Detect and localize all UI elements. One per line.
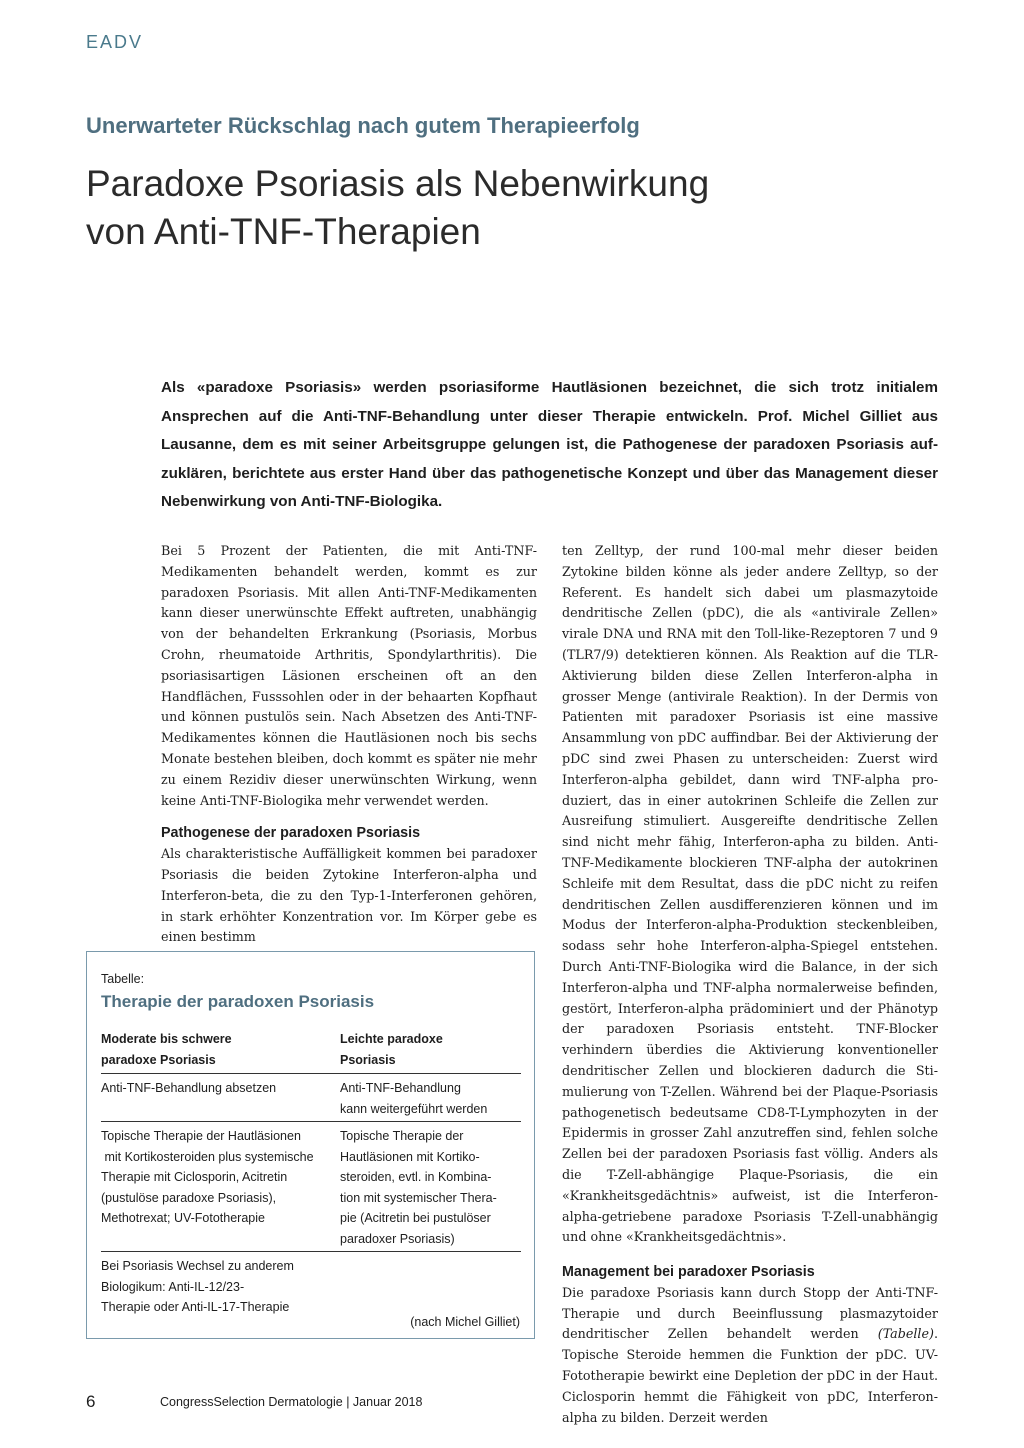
cell-line: Topische Therapie der	[340, 1129, 464, 1143]
table-cell-moderate	[101, 1126, 340, 1249]
cell-line: Biologikum: Anti-IL-12/23-	[101, 1279, 245, 1294]
cell-line: Topische Therapie der Hautläsionen	[101, 1129, 301, 1143]
cell-line: steroiden, evtl. in Kombina-	[340, 1170, 492, 1184]
cell-line: Hautläsionen mit Kortiko-	[340, 1149, 480, 1164]
management-heading: Management bei paradoxer Psoriasis	[562, 1264, 815, 1281]
header-text: Psoriasis	[340, 1052, 396, 1067]
table-header-mild	[340, 1029, 521, 1070]
right-text-column	[562, 541, 938, 1428]
pathogenese-heading: Pathogenese der paradoxen Psoriasis	[161, 825, 421, 842]
title-line-2: von Anti-TNF-Therapien	[86, 211, 481, 252]
table-header-moderate	[101, 1029, 340, 1070]
left-text-column	[161, 541, 537, 948]
table-cell-moderate	[101, 1256, 340, 1318]
cell-line: Therapie oder Anti-IL-17-Therapie	[101, 1300, 290, 1314]
table-cell-mild	[340, 1256, 521, 1318]
header-text: Leichte paradoxe	[340, 1032, 443, 1046]
therapy-table-box	[86, 951, 535, 1339]
article-kicker: Unerwarteter Rückschlag nach gutem Therapieerfolg	[86, 113, 640, 138]
table-label: Tabelle:	[101, 972, 145, 986]
table-cell-moderate	[101, 1078, 340, 1119]
table-row	[101, 1074, 521, 1122]
management-paragraph	[562, 1283, 938, 1429]
cell-line: kann weitergeführt werden	[340, 1101, 488, 1116]
intro-paragraph: Bei 5 Prozent der Patienten, die mit Anti-TNF-Medikamenten behandelt werden, kommt es zur paradoxen Psoriasis. Mit allen Anti-TNF-Medikamenten kann dieser unerwünschte Effekt auftreten, unabhängig von der behandelten Erkrankung (Psoriasis, Morbus Crohn, rheumatoide Arthritis, Spondylarthritis). Die psoriasisartigen Läsionen erscheinen oft an den Handflächen, Fusssohlen oder in der behaarten Kopfhaut und können pustulös sein. Nach Absetzen des Anti-TNF-Medikamentes können die Hautläsionen noch bis sechs Monate bestehen bleiben, doch kommt es später nie mehr zu einem Rezidiv dieser unerwünschten Wirkung, wenn keine Anti-TNF-Biologika mehr verwendet werden.	[161, 543, 537, 808]
cell-line: mit Kortikosteroiden plus systemische	[101, 1149, 314, 1164]
therapy-table	[101, 1029, 521, 1318]
table-row	[101, 1122, 521, 1252]
table-reference: (Tabelle)	[877, 1326, 934, 1342]
management-text-start: Die paradoxe Psoriasis kann durch Stopp der Anti-TNF-Therapie und durch Beeinflussung plasmazytoider dendritischer Zellen behandelt werden	[562, 1284, 938, 1342]
header-text: paradoxe Psoriasis	[101, 1052, 216, 1067]
cell-line: Anti-TNF-Behandlung absetzen	[101, 1081, 277, 1095]
cell-line: (pustulöse paradoxe Psoriasis),	[101, 1190, 277, 1205]
management-text-end: . Topische Steroide hemmen die Funktion der pDC. UV-Fototherapie bewirkt eine Depletion der pDC in der Haut. Ciclosporin hemmt die Fähigkeit von pDC, Interferon-alpha zu bilden. Derzeit werden	[562, 1326, 938, 1425]
lead-paragraph: Als «paradoxe Psoriasis» werden psoriasiforme Hautläsionen bezeichnet, die sich trotz initialem Ansprechen auf die Anti-TNF-Behandlung unter dieser Therapie entwickeln. Prof. Michel Gilliet aus Lausanne, dem es mit seiner Arbeitsgruppe gelungen ist, die Pathogenese der paradoxen Psoriasis aufzuklären, berichtete aus erster Hand über das pathogenetische Konzept und über das Management dieser Nebenwirkung von Anti-TNF-Biologika.	[161, 379, 938, 511]
table-row	[101, 1252, 521, 1318]
title-line-1: Paradoxe Psoriasis als Nebenwirkung	[86, 163, 710, 204]
cell-line: Therapie mit Ciclosporin, Acitretin	[101, 1170, 288, 1184]
cell-line: Methotrexat; UV-Fototherapie	[101, 1211, 265, 1225]
page-number: 6	[86, 1392, 96, 1411]
table-cell-mild	[340, 1126, 521, 1249]
cell-line: Bei Psoriasis Wechsel zu anderem	[101, 1259, 294, 1273]
section-label: EADV	[86, 32, 144, 52]
table-title: Therapie der paradoxen Psoriasis	[101, 992, 375, 1011]
cell-line: pie (Acitretin bei pustulöser	[340, 1211, 491, 1225]
continued-paragraph: ten Zelltyp, der rund 100-mal mehr dieser beiden Zytokine bilden könne als jeder andere Zelltyp, so der Referent. Es handelt sich dabei um plasmazytoide dendritische Zellen (pDC), die als «antivirale Zellen» virale DNA und RNA mit den Toll-like-Rezeptoren 7 und 9 (TLR7/9) detektieren können. Als Reaktion auf die TLR-Aktivierung bilden diese Zellen Interferon-alpha in grosser Menge (antivirale Reaktion). In der Dermis von Patienten mit paradoxer Psoriasis ist eine massive Ansammlung von pDC auffindbar. Bei der Aktivierung der pDC sind zwei Phasen zu unterscheiden: Zuerst wird Interferon-alpha gebildet, dann wird TNF-alpha produziert, das in einer autokrinen Schleife die Zellen zur Ausreifung stimuliert. Ausgereifte dendritische Zellen sind nicht mehr fähig, Interferon-apha zu bilden. Anti-TNF-Medikamente blockieren TNF-alpha der autokrinen Schleife mit dem Resultat, dass die pDC nicht zu reifen dendritischen Zellen ausdifferenzieren können und im Modus der Interferon-alpha-Produktion steckenbleiben, sodass sehr hohe Interferon-alpha-Spiegel entstehen. Durch Anti-TNF-Biologika wird die Balance, in der sich Interferon-alpha und TNF-alpha normalerweise befinden, gestört, Interferon-alpha prädominiert und der Phänotyp der paradoxen Psoriasis entsteht. TNF-Blocker verhindern überdies die Aktivierung konventioneller dendritischer Zellen und blockieren dadurch die Stimulierung von T-Zellen. Während bei der Plaque-Psoriasis pathogenetisch bedeutsame CD8-T-Lymphozyten in der Epidermis in grosser Zahl anzutreffen sind, fehlen solche Zellen bei der paradoxen Psoriasis fast völlig. Anders als die T-Zell-abhängige Plaque-Psoriasis, die ein «Krankheitsgedächtnis» aufweist, ist die Interferon-alpha-getriebene paradoxe Psoriasis T-Zell-unabhängig und ohne «Krankheitsgedächtnis».	[562, 543, 938, 1245]
publication-footer: CongressSelection Dermatologie | Januar 2018	[160, 1395, 423, 1409]
cell-line: paradoxer Psoriasis)	[340, 1231, 455, 1246]
article-title	[86, 160, 946, 256]
pathogenese-paragraph: Als charakteristische Auffälligkeit kommen bei paradoxer Psoriasis die beiden Zytokine Interferon-alpha und Interferon-beta, die zu den Typ-1-Interferonen gehören, in stark erhöhter Konzentration vor. Im Körper gebe es einen bestimm	[161, 846, 537, 945]
cell-line: tion mit systemischer Thera-	[340, 1190, 497, 1205]
table-source: (nach Michel Gilliet)	[410, 1315, 520, 1329]
header-text: Moderate bis schwere	[101, 1032, 232, 1046]
table-header-row	[101, 1029, 521, 1074]
table-cell-mild	[340, 1078, 521, 1119]
cell-line: Anti-TNF-Behandlung	[340, 1081, 461, 1095]
